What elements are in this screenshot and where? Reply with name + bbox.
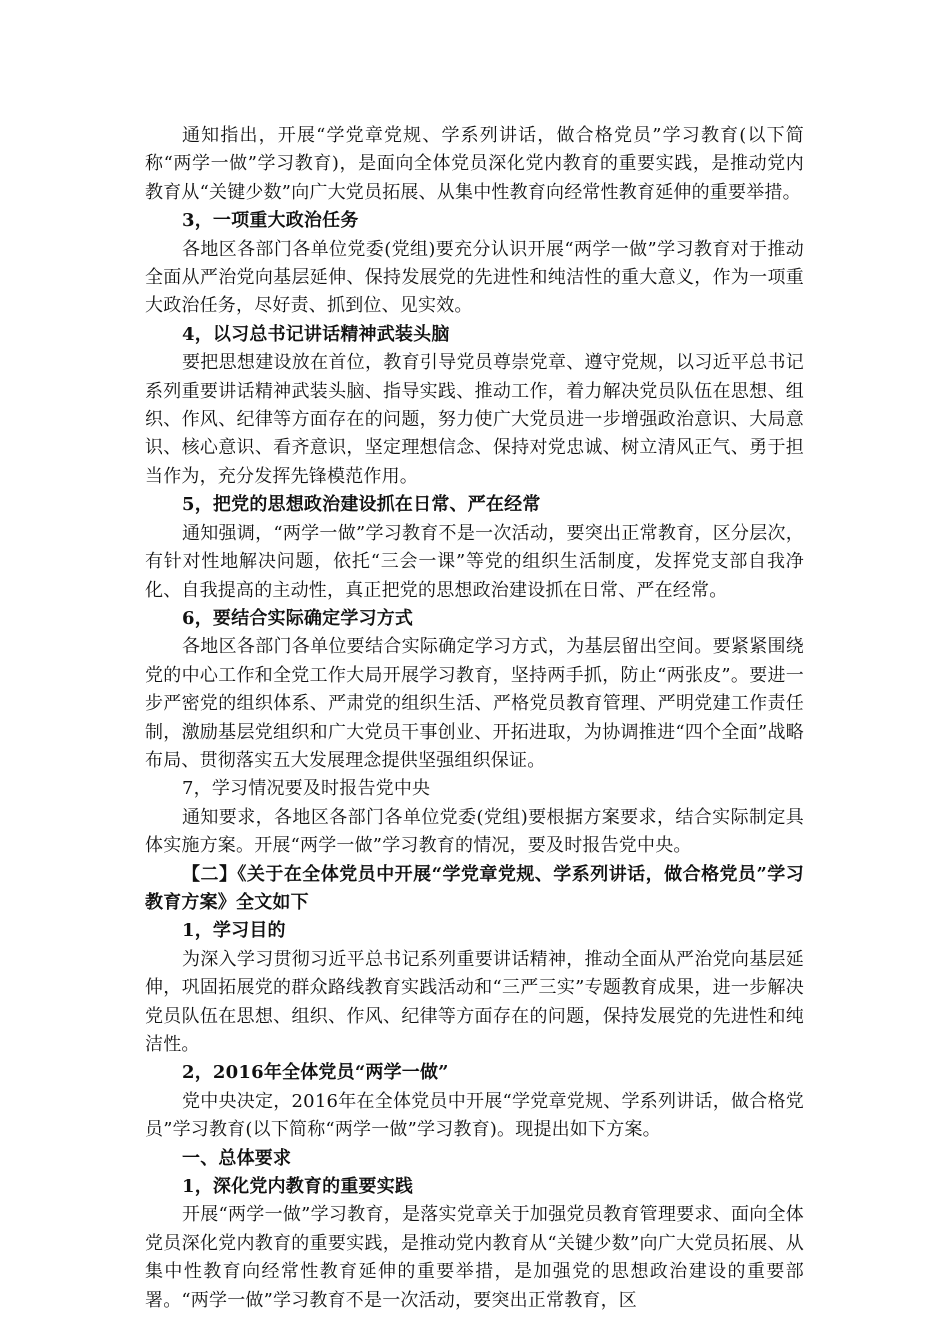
section-heading: 5，把党的思想政治建设抓在日常、严在经常 <box>182 494 541 516</box>
section-heading: 3，一项重大政治任务 <box>182 210 359 232</box>
section-heading: 4，以习总书记讲话精神武装头脑 <box>182 323 450 345</box>
paragraph: 通知指出，开展“学党章党规、学系列讲话，做合格党员”学习教育(以下简称“两学一做”学习教育)，是面向全体党员深化党内教育的重要实践，是推动党内教育从“关键少数”向广大党员拓展、从集中性教育向经常性教育延伸的重要举措。 <box>145 125 804 203</box>
paragraph: 要把思想建设放在首位，教育引导党员尊崇党章、遵守党规，以习近平总书记系列重要讲话精神武装头脑、指导实践、推动工作，着力解决党员队伍在思想、组织、作风、纪律等方面存在的问题，努力使广大党员进一步增强政治意识、大局意识、核心意识、看齐意识，坚定理想信念、保持对党忠诚、树立清风正气、勇于担当作为，充分发挥先锋模范作用。 <box>145 352 804 487</box>
paragraph: 各地区各部门各单位要结合实际确定学习方式，为基层留出空间。要紧紧围绕党的中心工作和全党工作大局开展学习教育，坚持两手抓，防止“两张皮”。要进一步严密党的组织体系、严肃党的组织生活、严格党员教育管理、严明党建工作责任制，激励基层党组织和广大党员干事创业、开拓进取，为协调推进“四个全面”战略布局、贯彻落实五大发展理念提供坚强组织保证。 <box>145 636 804 771</box>
paragraph: 为深入学习贯彻习近平总书记系列重要讲话精神，推动全面从严治党向基层延伸，巩固拓展党的群众路线教育实践活动和“三严三实”专题教育成果，进一步解决党员队伍在思想、组织、作风、纪律等方面存在的问题，保持发展党的先进性和纯洁性。 <box>145 948 804 1055</box>
paragraph: 党中央决定，2016年在全体党员中开展“学党章党规、学系列讲话，做合格党员”学习教育(以下简称“两学一做”学习教育)。现提出如下方案。 <box>145 1090 804 1141</box>
paragraph: 通知强调，“两学一做”学习教育不是一次活动，要突出正常教育，区分层次，有针对性地解决问题，依托“三会一课”等党的组织生活制度，发挥党支部自我净化、自我提高的主动性，真正把党的思想政治建设抓在日常、严在经常。 <box>145 522 804 601</box>
section-heading: 【二】《关于在全体党员中开展“学党章党规、学系列讲话，做合格党员”学习教育方案》全文如下 <box>145 863 804 913</box>
paragraph: 7，学习情况要及时报告党中央 <box>182 778 431 800</box>
section-heading: 2，2016年全体党员“两学一做” <box>182 1062 449 1084</box>
section-heading: 1，学习目的 <box>182 920 286 942</box>
paragraph: 各地区各部门各单位党委(党组)要充分认识开展“两学一做”学习教育对于推动全面从严治党向基层延伸、保持发展党的先进性和纯洁性的重大意义，作为一项重大政治任务，尽好责、抓到位、见实效。 <box>145 238 804 317</box>
section-heading: 6，要结合实际确定学习方式 <box>182 607 414 629</box>
section-heading: 一、总体要求 <box>182 1147 292 1169</box>
paragraph: 开展“两学一做”学习教育，是落实党章关于加强党员教育管理要求、面向全体党员深化党内教育的重要实践，是推动党内教育从“关键少数”向广大党员拓展、从集中性教育向经常性教育延伸的重要举措，是加强党的思想政治建设的重要部署。“两学一做”学习教育不是一次活动，要突出正常教育，区 <box>145 1204 804 1311</box>
paragraph: 通知要求，各地区各部门各单位党委(党组)要根据方案要求，结合实际制定具体实施方案。开展“两学一做”学习教育的情况，要及时报告党中央。 <box>145 806 804 857</box>
section-heading: 1，深化党内教育的重要实践 <box>182 1176 414 1198</box>
